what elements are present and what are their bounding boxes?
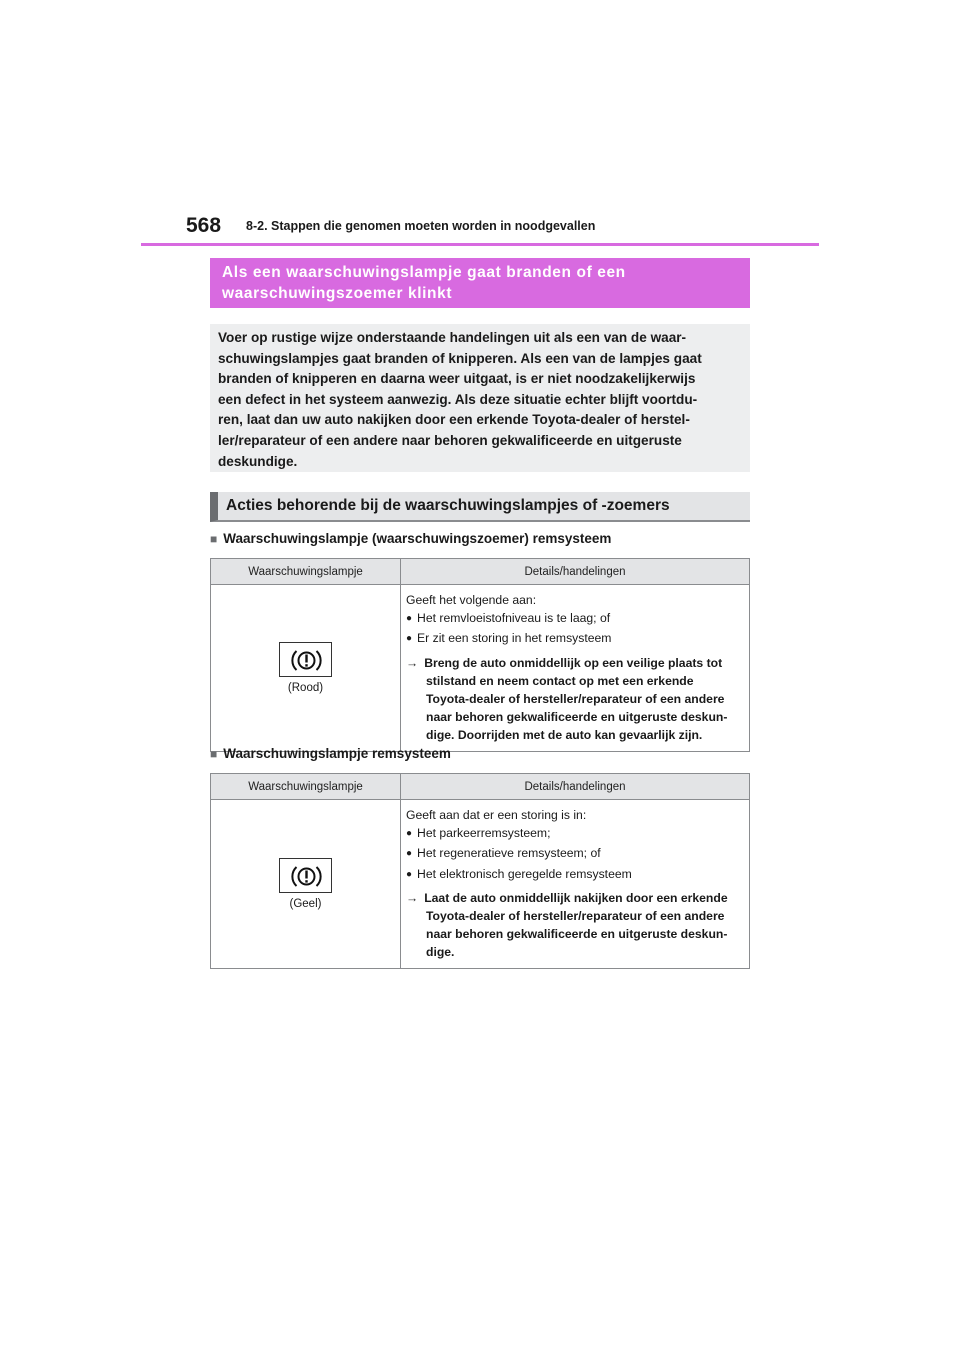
details-intro: Geeft het volgende aan: <box>406 593 537 607</box>
arrow-icon: → <box>406 655 419 670</box>
brake-warning-icon <box>279 642 332 677</box>
square-bullet-icon: ■ <box>210 532 218 546</box>
bullet-item: ● Het elektronisch geregelde remsysteem <box>406 865 745 885</box>
square-bullet-icon: ■ <box>210 747 218 761</box>
details-cell <box>401 585 750 752</box>
table2-heading-text: Waarschuwingslampje remsysteem <box>223 746 451 761</box>
column-header-lamp: Waarschuwingslampje <box>211 559 401 585</box>
page-number: 568 <box>186 214 222 237</box>
section-title: 8-2. Stappen die genomen moeten worden in noodgevallen <box>246 219 596 233</box>
details-cell <box>401 800 750 969</box>
table-header-row <box>211 774 750 800</box>
lamp-color-caption: (Geel) <box>289 897 322 910</box>
brake-warning-icon <box>279 858 332 893</box>
intro-line: een defect in het systeem aanwezig. Als deze situatie echter blijft voortdu- <box>218 391 698 407</box>
warning-table-2 <box>210 773 750 969</box>
banner-heading <box>210 258 750 308</box>
intro-line: schuwingslampjes gaat branden of knipperen. Als een van de lampjes gaat <box>218 350 702 366</box>
bullet-item: ● Het parkeerremsysteem; <box>406 824 745 844</box>
action-line: naar behoren gekwalificeerde en uitgeruste deskun- <box>426 927 728 942</box>
intro-line: ler/reparateur of een andere naar behoren gekwalificeerde en uitgeruste <box>218 432 682 448</box>
bullet-item: ● Er zit een storing in het remsysteem <box>406 629 745 649</box>
column-header-details: Details/handelingen <box>401 774 750 800</box>
action-line: stilstand en neem contact op met een erkende <box>426 673 694 688</box>
action-line: Laat de auto onmiddellijk nakijken door een erkende <box>424 890 728 905</box>
action-line: Toyota-dealer of hersteller/reparateur of een andere <box>426 692 725 707</box>
bullet-item: ● Het regeneratieve remsysteem; of <box>406 844 745 864</box>
table1-heading <box>210 531 611 546</box>
table-row <box>211 585 750 752</box>
action-line: naar behoren gekwalificeerde en uitgeruste deskun- <box>426 710 728 725</box>
action-line: Breng de auto onmiddellijk op een veilige plaats tot <box>424 655 723 670</box>
intro-line: deskundige. <box>218 453 298 469</box>
warning-table-1 <box>210 558 750 752</box>
table-row <box>211 800 750 969</box>
table-header-row <box>211 559 750 585</box>
action-line: Toyota-dealer of hersteller/reparateur of een andere <box>426 909 725 924</box>
action-block <box>406 654 745 745</box>
arrow-icon: → <box>406 890 419 905</box>
intro-box <box>210 324 750 472</box>
details-intro: Geeft aan dat er een storing is in: <box>406 808 587 822</box>
column-header-details: Details/handelingen <box>401 559 750 585</box>
action-line: dige. <box>426 945 455 960</box>
banner-line: Als een waarschuwingslampje gaat branden of een <box>222 264 626 281</box>
header-rule <box>141 243 819 246</box>
intro-line: Voer op rustige wijze onderstaande handelingen uit als een van de waar- <box>218 330 687 345</box>
lamp-cell <box>211 585 401 752</box>
column-header-lamp: Waarschuwingslampje <box>211 774 401 800</box>
banner-line: waarschuwingszoemer klinkt <box>222 285 453 302</box>
table1-heading-text: Waarschuwingslampje (waarschuwingszoemer) remsysteem <box>223 531 612 546</box>
lamp-color-caption: (Rood) <box>287 681 324 694</box>
action-line: dige. Doorrijden met de auto kan gevaarlijk zijn. <box>426 728 703 743</box>
intro-line: branden of knipperen en daarna weer uitgaat, is er niet noodzakelijkerwijs <box>218 371 696 387</box>
intro-line: ren, laat dan uw auto nakijken door een erkende Toyota-dealer of herstel- <box>218 412 690 428</box>
table2-heading <box>210 746 451 761</box>
lamp-cell <box>211 800 401 969</box>
section-heading: Acties behorende bij de waarschuwingslampjes of -zoemers <box>210 492 750 522</box>
action-block <box>406 889 745 962</box>
bullet-item: ● Het remvloeistofniveau is te laag; of <box>406 609 745 629</box>
